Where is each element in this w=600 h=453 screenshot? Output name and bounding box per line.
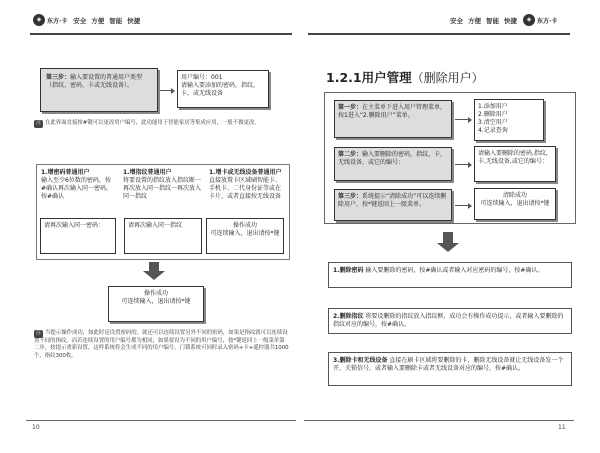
tag: 方便 bbox=[91, 16, 105, 25]
delete-fingerprint-row bbox=[328, 308, 572, 334]
page-number: 10 bbox=[32, 424, 40, 431]
arrow-down-head bbox=[143, 271, 165, 280]
row-text: 将要设删除的指纹放入指纹框，成功会有操作成功提示，或者输入要删除的指纹对应的编号，按#确认。 bbox=[333, 313, 564, 328]
delete-card-row bbox=[328, 352, 572, 386]
step3-box bbox=[334, 189, 452, 221]
col-title: 1.增卡或无线设备普通用户 bbox=[209, 169, 282, 176]
col-text: 输入至少6位数的密码，按#确认再次输入同一密码，按#确认 bbox=[41, 177, 113, 200]
col-text: 直接放置卡区域刷智能卡、手机卡、二代身份证等或在卡片，或者直接按无线设备 bbox=[209, 177, 282, 200]
arrow-right-icon bbox=[455, 164, 469, 165]
right-header bbox=[450, 10, 557, 30]
screen-box: 用户编号：001 请输入要添加的密码，指纹，卡，或无线设备 bbox=[177, 70, 269, 108]
step-text: 在主菜单下进入用户管理菜单，按1进入“2.删除用户”菜单。 bbox=[338, 104, 447, 119]
brand-name: 东方·卡 bbox=[47, 17, 68, 25]
step-label: 第一步： bbox=[338, 104, 363, 111]
header-rule bbox=[308, 33, 570, 35]
right-page bbox=[300, 0, 600, 453]
brand-logo bbox=[33, 14, 67, 26]
footer-rule bbox=[304, 420, 574, 421]
title-sub: （删除用户） bbox=[411, 71, 484, 85]
step-label: 第二步： bbox=[338, 151, 363, 158]
menu-item: 2.删除用户 bbox=[478, 111, 508, 118]
col-title: 1.增指纹普通用户 bbox=[123, 169, 172, 176]
col1 bbox=[38, 166, 118, 210]
note-text: 当提示操作成功，如此时是设置密码的，就还可以连续设置另外不同的密码，如果是指纹就可以连续设置不同的指纹，而若连续设置的用户编号都为相同，如果要设为不同的用户编号，按*键返回上一级菜单第二步，按提示重新设置，这样系统将会生成不同的用户编号。门锁系统可同时录入密码+卡+遥控器共1000个，指纹300枚。 bbox=[34, 330, 289, 359]
col1-screen: 请再次输入同一密码： bbox=[40, 218, 116, 254]
tag: 智能 bbox=[109, 16, 123, 25]
step-text: 输入要设置的普通用户类型（指纹、密码、卡或无线设备）。 bbox=[46, 74, 143, 89]
menu-screen bbox=[474, 99, 544, 141]
logo-icon: ◈ bbox=[33, 14, 45, 26]
arrow-right-icon bbox=[455, 205, 469, 206]
left-header bbox=[33, 10, 140, 30]
screen-box: 请输入要删除的密码,指纹,卡,无线设备,或它的编号： bbox=[474, 146, 556, 182]
row-label: 3.删除卡和无线设备 bbox=[333, 357, 388, 364]
col3 bbox=[206, 166, 288, 218]
arrow-down-head bbox=[437, 243, 459, 252]
brand-logo bbox=[523, 14, 557, 26]
note-2 bbox=[34, 330, 290, 360]
step-text: 系统提示“清除成功”可以连续删除用户，按*键返回上一级菜单。 bbox=[338, 193, 447, 208]
note-tag: 注 bbox=[36, 330, 42, 336]
tag: 方便 bbox=[468, 16, 481, 25]
step1-box bbox=[334, 100, 452, 138]
note-1 bbox=[34, 120, 289, 128]
note-tag: 注 bbox=[36, 120, 42, 126]
title-text: 1.2.1用户管理 bbox=[326, 70, 412, 85]
brand-name: 东方·卡 bbox=[537, 17, 558, 25]
header-tags bbox=[450, 16, 517, 25]
delete-password-row bbox=[328, 262, 572, 288]
menu-item: 3.清空用户 bbox=[478, 119, 508, 126]
step2-box bbox=[334, 147, 452, 181]
arrow-right-icon bbox=[455, 119, 469, 120]
step-label: 第三步： bbox=[338, 193, 363, 200]
row-text: 直接在刷卡区域将要删除的卡，删除无线设备就让无线设备发一个开，关锁信号，或者输入要删除卡或者无线设备对应的编号，按#确认。 bbox=[333, 357, 564, 372]
tag: 安全 bbox=[450, 16, 463, 25]
footer-rule bbox=[26, 420, 296, 421]
col2 bbox=[120, 166, 204, 210]
tag: 智能 bbox=[486, 16, 499, 25]
step3-box bbox=[40, 68, 158, 112]
note-text: 在此界面直接按#键可以更改用户编号，此功能用于智能家居等集成应用，一般不做更改。 bbox=[45, 120, 260, 126]
col3-screen: 操作成功 可连续输入，退出请按*键 bbox=[206, 218, 284, 254]
tag: 快捷 bbox=[504, 16, 517, 25]
step-label: 第三步： bbox=[46, 74, 71, 81]
step-text: 输入要删除的密码，指纹，卡，无线设备，或它的编号： bbox=[338, 151, 447, 166]
row-text: 输入要删除的密码，按#确认或者输入对应密码的编号，按#确认。 bbox=[365, 267, 544, 274]
tag: 安全 bbox=[73, 16, 87, 25]
section-title bbox=[326, 68, 484, 86]
menu-item: 4.记录查询 bbox=[478, 127, 508, 134]
screen-box: 清除成功 可连续输入，退出请按*键 bbox=[474, 188, 556, 220]
menu-item: 1.添加用户 bbox=[478, 103, 508, 110]
arrow-right-icon bbox=[160, 90, 172, 91]
col-title: 1.增密码普通用户 bbox=[41, 169, 90, 176]
final-screen: 操作成功 可连续输入，退出请按*键 bbox=[108, 286, 204, 322]
col2-screen: 请再次输入同一指纹 bbox=[124, 218, 202, 254]
col-text: 将要设置的指纹放入指纹断一再次放入同一指纹一再次放入同一指纹 bbox=[123, 177, 202, 200]
header-rule bbox=[30, 33, 292, 35]
row-label: 2.删除指纹 bbox=[333, 313, 364, 320]
tag: 快捷 bbox=[127, 16, 141, 25]
logo-icon: ◈ bbox=[523, 14, 535, 26]
page-number: 11 bbox=[558, 424, 566, 431]
row-label: 1.删除密码 bbox=[333, 267, 364, 274]
header-tags bbox=[73, 16, 140, 25]
